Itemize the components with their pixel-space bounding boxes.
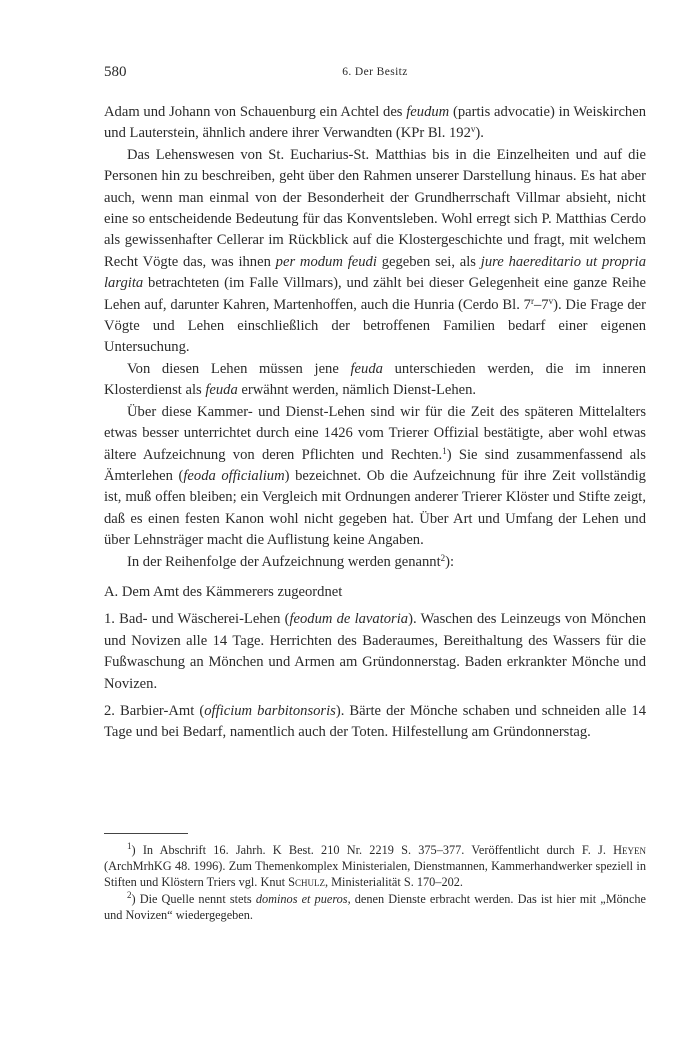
list-item-1: 1. Bad- und Wäscherei-Lehen (feodum de lavatoria). Waschen des Leinzeugs von Mönchen und Novizen alle 14 Tage. Herrichten des Baderaumes, Bereithaltung des Wassers für die Fußwaschung an Mönchen und Armen am Gründonnerstag. Baden erkrankter Mönche und Novizen. — [104, 611, 647, 692]
page — [104, 60, 647, 922]
footnote-ref-1: 1 — [442, 445, 447, 456]
footnote-divider — [104, 833, 188, 834]
paragraph-2: Das Lehenswesen von St. Eucharius-St. Matthias bis in die Einzelheiten und auf die Personen hin zu beschreiben, geht über den Rahmen unserer Darstellung hinaus. Es hat aber auch, wenn man einmal von der Besonderheit der Grundherrschaft Villmar absieht, nicht eine so entscheidende Bedeutung für das Konventsleben. Wohl erregt sich P. Matthias Cerdo als gewissenhafter Cellerar im Rückblick auf die Klostergeschichte und fragt, mit welchem Recht Vögte das, was ihnen per modum feudi gegeben sei, als jure haereditario ut propria largita betrachteten (im Falle Villmars), und zählt bei dieser Gelegenheit eine ganze Reihe Lehen auf, darunter Kahren, Martenhoffen, auch die Hunria (Cerdo Bl. 7$^r$–7$^v$). Die Frage der Vögte und Lehen einschließlich der betroffenen Familien bedarf einer eigenen Untersuchung. — [104, 146, 646, 356]
list-item-2: 2. Barbier-Amt (officium barbitonsoris). Bärte der Mönche schaben und schneiden alle 14 Tage und bei Bedarf, namentlich auch der Toten. Hilfestellung am Gründonnerstag. — [104, 702, 646, 741]
paragraph-5: In der Reihenfolge der Aufzeichnung werden genannt$^2$): — [127, 552, 455, 570]
footnote-1: $^1$) In Abschrift 16. Jahrh. K Best. 210 Nr. 2219 S. 375–377. Veröffentlicht durch F. J. Heyen (ArchMrhKG 48. 1996). Zum Themenkomplex Ministerialen, Dienstmannen, Kammerhandwerker speziell in Stiften und Klöstern Triers vgl. Knut Schulz, Ministerialität S. 170–202. — [104, 841, 646, 890]
footnotes — [104, 842, 646, 923]
body-text — [104, 102, 646, 744]
page-header — [104, 60, 646, 84]
footnote-ref-2: 2 — [440, 552, 446, 563]
paragraph-4: Über diese Kammer- und Dienst-Lehen sind wir für die Zeit des späteren Mittelalters etwas besser unterrichtet durch eine 1426 vom Trierer Offizial bestätigte, aber wohl etwas ältere Aufzeichnung von deren Pflichten und Rechten.$^1$) Sie sind zusammenfassend als Ämterlehen (feoda officialium) bezeichnet. Ob die Aufzeichnung für ihre Zeit vollständig ist, muß offen bleiben; ein Vergleich mit Ordnungen anderer Trierer Klöster und Stifte zeigt, daß es einen festen Kanon wohl nicht gegeben hat. Über Art und Umfang der Lehen und über Lehnsträger macht die Auflistung keine Angaben. — [104, 403, 646, 549]
running-head: 6. Der Besitz — [342, 66, 408, 78]
section-heading: A. Dem Amt des Kämmerers zugeordnet — [104, 583, 343, 600]
page-number: 580 — [104, 64, 127, 80]
footnote-2: $^2$) Die Quelle nennt stets dominos et pueros, denen Dienste erbracht werden. Das ist hier mit „Mönche und Novizen“ wiedergegeben. — [104, 889, 647, 922]
paragraph-1: Adam und Johann von Schauenburg ein Achtel des feudum (partis advocatie) in Weiskirchen und Lauterstein, ähnlich andere ihrer Verwandten (KPr Bl. 192$^v$). — [104, 104, 647, 142]
paragraph-3: Von diesen Lehen müssen jene feuda unterschieden werden, die im inneren Klosterdienst als feuda erwähnt werden, nämlich Dienst-Lehen. — [104, 360, 646, 399]
